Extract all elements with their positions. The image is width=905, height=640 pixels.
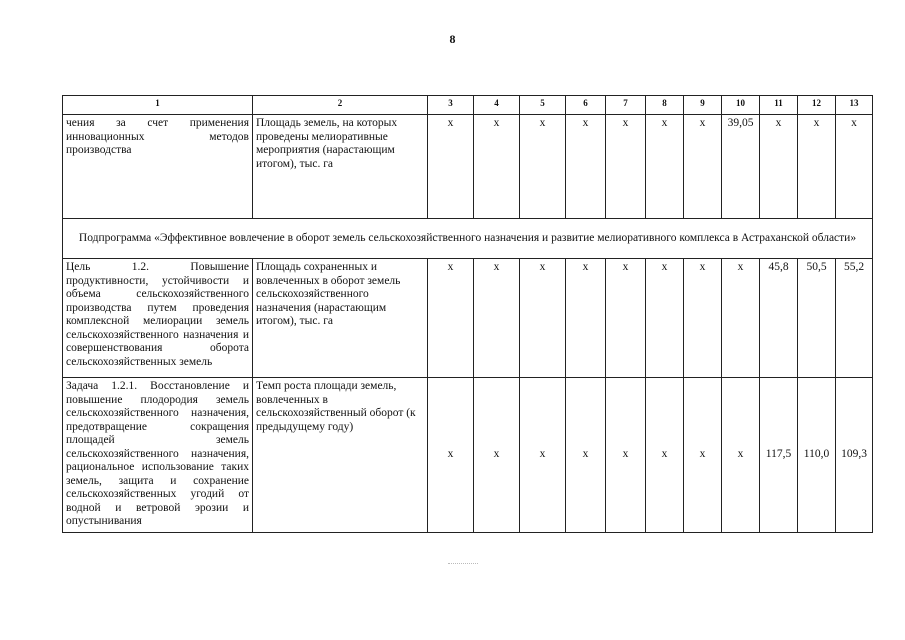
value-cell: x [566, 259, 606, 378]
header-cell: 3 [428, 96, 474, 115]
value-cell: x [520, 115, 566, 219]
value-cell: x [646, 115, 684, 219]
goal-cell: Цель 1.2. Повышение продуктивности, устойчивости и объема сельскохозяйственного производства путем проведения комплексной мелиорации земель сельскохозяйственного назначения и совершенствования оборота сельскохозяйственных земель [63, 259, 253, 378]
header-cell: 1 [63, 96, 253, 115]
value-cell: x [606, 378, 646, 533]
value-cell: x [566, 378, 606, 533]
page-number: 8 [449, 32, 456, 46]
value-cell: x [646, 378, 684, 533]
value-cell: x [684, 259, 722, 378]
value-cell: x [606, 259, 646, 378]
header-cell: 4 [474, 96, 520, 115]
value-cell: 109,3 [836, 378, 873, 533]
task-cell: Задача 1.2.1. Восстановление и повышение плодородия земель сельскохозяйственного назначения, предотвращение сокращения площадей земель сельскохозяйственного назначения, рациональное использование таких земель, защита и сохранение сельскохозяйственных угодий от водной и ветровой эрозии и опустынивания [63, 378, 253, 533]
header-cell: 6 [566, 96, 606, 115]
indicator-cell: Площадь земель, на которых проведены мелиоративные мероприятия (нарастающим итогом), тыс. га [253, 115, 428, 219]
header-cell: 10 [722, 96, 760, 115]
header-cell: 12 [798, 96, 836, 115]
indicators-table [62, 95, 873, 533]
header-cell: 7 [606, 96, 646, 115]
value-cell: 50,5 [798, 259, 836, 378]
value-cell: 45,8 [760, 259, 798, 378]
value-cell: x [428, 115, 474, 219]
value-cell: 110,0 [798, 378, 836, 533]
value-cell: x [684, 378, 722, 533]
value-cell: x [428, 259, 474, 378]
subprogram-row [63, 219, 873, 259]
value-cell: x [474, 259, 520, 378]
subprogram-title: Подпрограмма «Эффективное вовлечение в оборот земель сельскохозяйственного назначения и развитие мелиоративного комплекса в Астраханской области» [63, 219, 873, 259]
goal-cell: чения за счет применения инновационных методов производства [63, 115, 253, 219]
table-row [63, 115, 873, 219]
value-cell: x [684, 115, 722, 219]
scan-artifact [448, 563, 478, 565]
header-cell: 13 [836, 96, 873, 115]
indicator-cell: Площадь сохраненных и вовлеченных в оборот земель сельскохозяйственного назначения (нарастающим итогом), тыс. га [253, 259, 428, 378]
header-cell: 2 [253, 96, 428, 115]
header-cell: 5 [520, 96, 566, 115]
value-cell: 55,2 [836, 259, 873, 378]
header-row [63, 96, 873, 115]
header-cell: 8 [646, 96, 684, 115]
value-cell: 39,05 [722, 115, 760, 219]
table-row [63, 259, 873, 378]
value-cell: x [520, 259, 566, 378]
value-cell: x [606, 115, 646, 219]
value-cell: x [474, 378, 520, 533]
value-cell: x [566, 115, 606, 219]
value-cell: x [836, 115, 873, 219]
value-cell: x [760, 115, 798, 219]
value-cell: x [722, 378, 760, 533]
header-cell: 9 [684, 96, 722, 115]
value-cell: x [474, 115, 520, 219]
value-cell: x [520, 378, 566, 533]
value-cell: x [646, 259, 684, 378]
table-row [63, 378, 873, 533]
header-cell: 11 [760, 96, 798, 115]
value-cell: x [428, 378, 474, 533]
indicator-cell: Темп роста площади земель, вовлеченных в сельскохозяйственный оборот (к предыдущему году) [253, 378, 428, 533]
value-cell: x [798, 115, 836, 219]
value-cell: 117,5 [760, 378, 798, 533]
value-cell: x [722, 259, 760, 378]
